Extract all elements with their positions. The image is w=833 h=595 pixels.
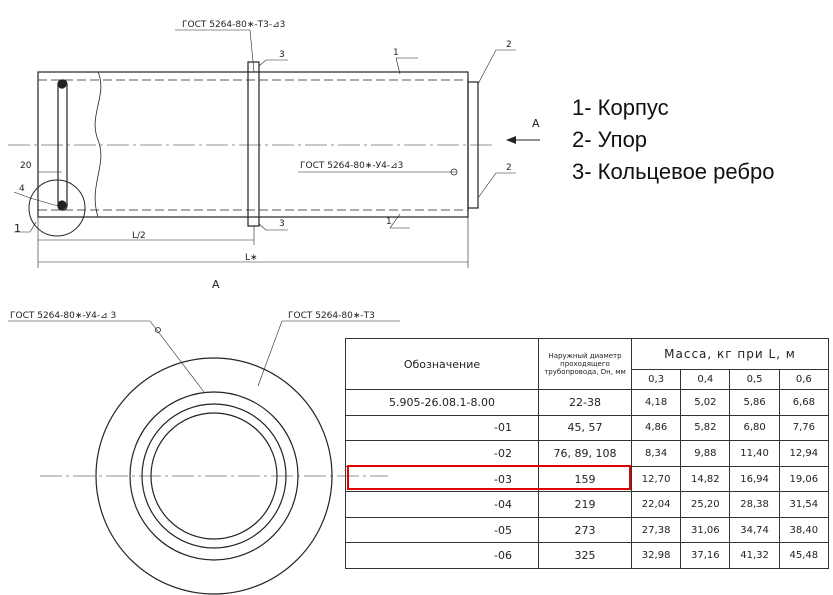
table-row [346, 441, 829, 467]
callout-2-top: 2 [506, 40, 512, 50]
mass-cell: 34,74 [730, 517, 779, 543]
length-header: 0,4 [681, 369, 730, 389]
dim-20-label: 20 [20, 161, 32, 171]
table-row [346, 492, 829, 518]
mass-cell: 5,86 [730, 390, 779, 416]
callout-4: 4 [19, 184, 25, 194]
callout-2-mid: 2 [506, 163, 512, 173]
parts-legend [572, 92, 774, 188]
mass-cell: 16,94 [730, 466, 779, 492]
designation-cell: 5.905-26.08.1-8.00 [346, 390, 539, 416]
leader-2-mid [478, 173, 516, 198]
designation-cell: -06 [346, 543, 539, 569]
leader-3-top [259, 60, 288, 66]
weld-dot-bottom [58, 201, 66, 209]
mass-cell: 22,04 [632, 492, 681, 518]
row-highlight-box [347, 465, 631, 490]
header-diameter: Наружный диаметр проходящего трубопровода, Dн, мм [539, 339, 632, 390]
legend-item-3: 3- Кольцевое ребро [572, 159, 775, 184]
designation-cell: -02 [346, 441, 539, 467]
mass-cell: 27,38 [632, 517, 681, 543]
table-row [346, 517, 829, 543]
designation-cell: -03 [346, 466, 539, 492]
view-label: A [212, 278, 220, 291]
ring-rib [248, 62, 259, 226]
leader-gost-top [175, 30, 254, 72]
diameter-cell: 76, 89, 108 [539, 441, 632, 467]
mass-cell: 31,54 [779, 492, 828, 518]
pipe-body [38, 72, 468, 217]
gost-mid-label: ГОСТ 5264-80∗-У4-⊿3 [300, 161, 404, 171]
mass-cell: 6,80 [730, 415, 779, 441]
leader-section-left [8, 321, 204, 392]
view-arrow-label: A [532, 117, 540, 130]
mass-cell: 32,98 [632, 543, 681, 569]
mass-cell: 4,86 [632, 415, 681, 441]
legend-item-2: 2- Упор [572, 127, 648, 152]
diameter-cell: 45, 57 [539, 415, 632, 441]
designation-cell: -01 [346, 415, 539, 441]
weld-dot-top [58, 80, 66, 88]
mass-cell: 12,94 [779, 441, 828, 467]
mass-cell: 6,68 [779, 390, 828, 416]
diameter-cell: 22-38 [539, 390, 632, 416]
length-header: 0,3 [632, 369, 681, 389]
callout-3-top: 3 [279, 50, 285, 60]
length-header: 0,6 [779, 369, 828, 389]
diameter-cell: 325 [539, 543, 632, 569]
designation-cell: -05 [346, 517, 539, 543]
legend-item-1: 1- Корпус [572, 95, 669, 120]
table-row [346, 415, 829, 441]
dim-half-label: L/2 [132, 231, 146, 241]
mass-cell: 38,40 [779, 517, 828, 543]
diameter-cell: 219 [539, 492, 632, 518]
mass-cell: 19,06 [779, 466, 828, 492]
mass-cell: 7,76 [779, 415, 828, 441]
leader-1-bot [390, 214, 410, 228]
header-designation: Обозначение [346, 339, 539, 390]
mass-cell: 25,20 [681, 492, 730, 518]
diameter-cell: 273 [539, 517, 632, 543]
mass-cell: 31,06 [681, 517, 730, 543]
table-row [346, 390, 829, 416]
mass-cell: 5,02 [681, 390, 730, 416]
diameter-cell: 159 [539, 466, 632, 492]
mass-cell: 45,48 [779, 543, 828, 569]
mass-cell: 11,40 [730, 441, 779, 467]
mass-cell: 5,82 [681, 415, 730, 441]
leader-2-top [478, 50, 516, 84]
callout-3-bot: 3 [279, 219, 285, 229]
section-gost-right: ГОСТ 5264-80∗-Т3 [288, 311, 375, 321]
mass-cell: 9,88 [681, 441, 730, 467]
gost-top-label: ГОСТ 5264-80∗-Т3-⊿3 [182, 20, 286, 30]
break-line [95, 72, 101, 217]
callout-1-bot: 1 [386, 217, 392, 227]
mass-table [345, 338, 829, 569]
mass-cell: 41,32 [730, 543, 779, 569]
mass-cell: 14,82 [681, 466, 730, 492]
mass-cell: 4,18 [632, 390, 681, 416]
table-row [346, 543, 829, 569]
mass-cell: 8,34 [632, 441, 681, 467]
designation-cell: -04 [346, 492, 539, 518]
header-mass: Масса, кг при L, м [632, 339, 829, 370]
section-gost-left: ГОСТ 5264-80∗-У4-⊿ 3 [10, 311, 117, 321]
dim-total-label: L∗ [245, 253, 258, 263]
mass-cell: 37,16 [681, 543, 730, 569]
length-header: 0,5 [730, 369, 779, 389]
callout-1-top: 1 [393, 48, 399, 58]
callout-1-left: 1 [14, 222, 21, 235]
leader-4 [14, 192, 58, 206]
mass-cell: 12,70 [632, 466, 681, 492]
mass-cell: 28,38 [730, 492, 779, 518]
